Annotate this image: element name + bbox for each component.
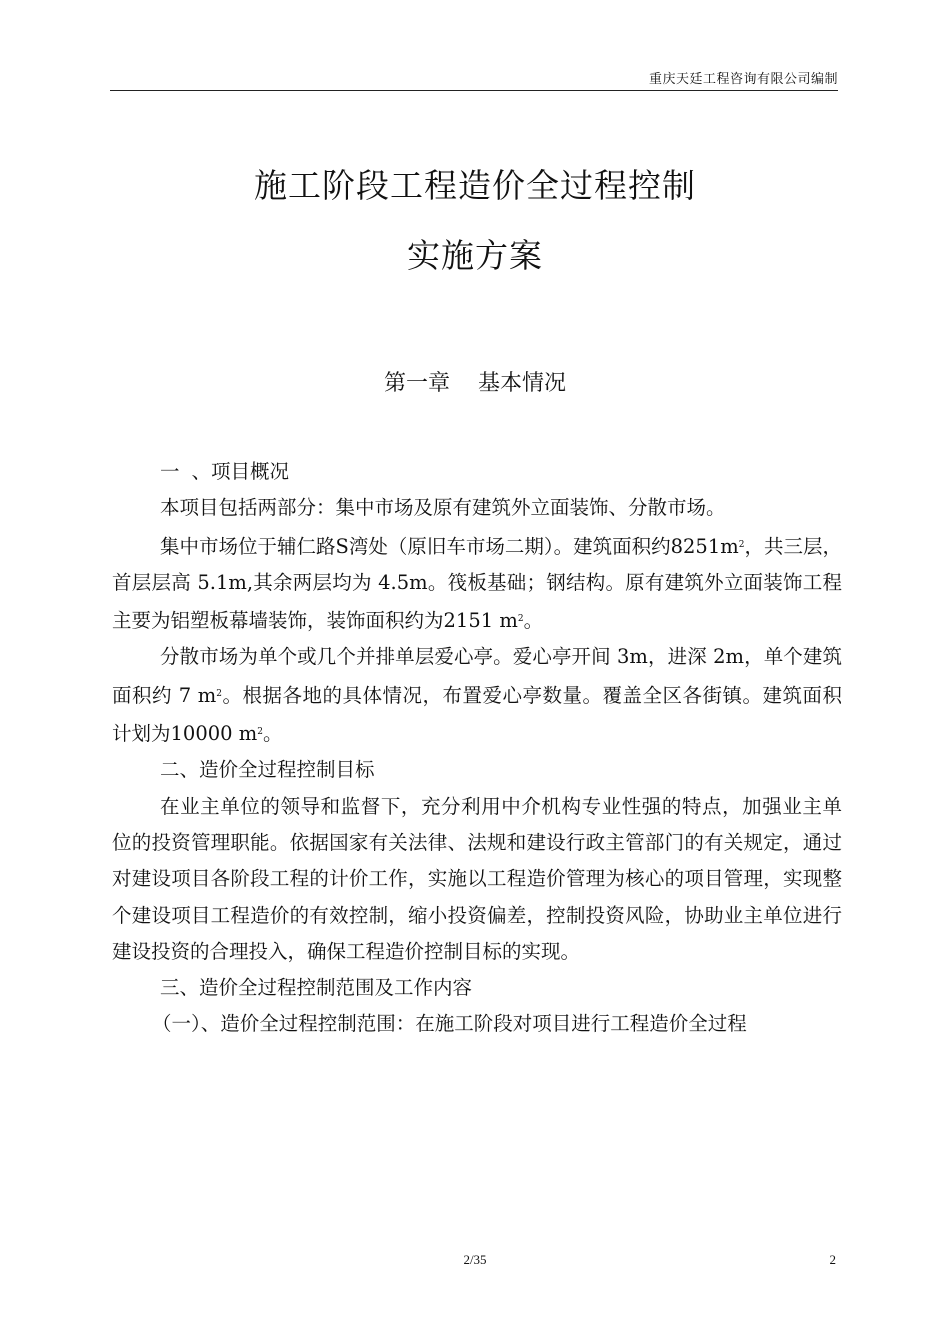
document-title: 施工阶段工程造价全过程控制 [254,166,696,205]
paragraph-scope: （一）、造价全过程控制范围：在施工阶段对项目进行工程造价全过程 [152,1012,747,1036]
document-body [112,454,842,1043]
page-of-total: 2/35 [463,1252,487,1267]
chapter-number: 第一章 [383,371,450,396]
section-heading-3: 三、造价全过程控制范围及工作内容 [160,976,473,1000]
paragraph-central-market: 集中市场位于辅仁路S湾处（原旧车市场二期）。建筑面积约$8251m^2$，共三层，首层层高 5.1m,其余两层均为 4.5m。筏板基础；钢结构。原有建筑外立面装饰工程主要为铝塑板幕墙装饰，装饰面积约为2151 $m^2$。 [112,534,842,633]
section-heading-1: 一 、项目概况 [160,460,290,483]
header-company: 重庆天廷工程咨询有限公司编制 [648,72,838,87]
page-header [110,64,838,91]
chapter-heading [0,366,950,397]
chapter-name: 基本情况 [478,371,567,396]
page-number: 2 [829,1252,836,1267]
section-heading-2: 二、造价全过程控制目标 [160,758,375,782]
paragraph-objective: 在业主单位的领导和监督下，充分利用中介机构专业性强的特点，加强业主单位的投资管理职能。依据国家有关法律、法规和建设行政主管部门的有关规定，通过对建设项目各阶段工程的计价工作，实施以工程造价管理为核心的项目管理，实现整个建设项目工程造价的有效控制，缩小投资偏差，控制投资风险，协助业主单位进行建设投资的合理投入，确保工程造价控制目标的实现。 [112,794,842,963]
document-subtitle: 实施方案 [407,236,543,275]
paragraph-dispersed-market: 分散市场为单个或几个并排单层爱心亭。爱心亭开间 3m，进深 2m，单个建筑面积约 7 $m^2$。根据各地的具体情况，布置爱心亭数量。覆盖全区各街镇。建筑面积计划为10000 $m^2$。 [112,645,842,746]
paragraph-overview: 本项目包括两部分：集中市场及原有建筑外立面装饰、分散市场。 [160,496,726,520]
